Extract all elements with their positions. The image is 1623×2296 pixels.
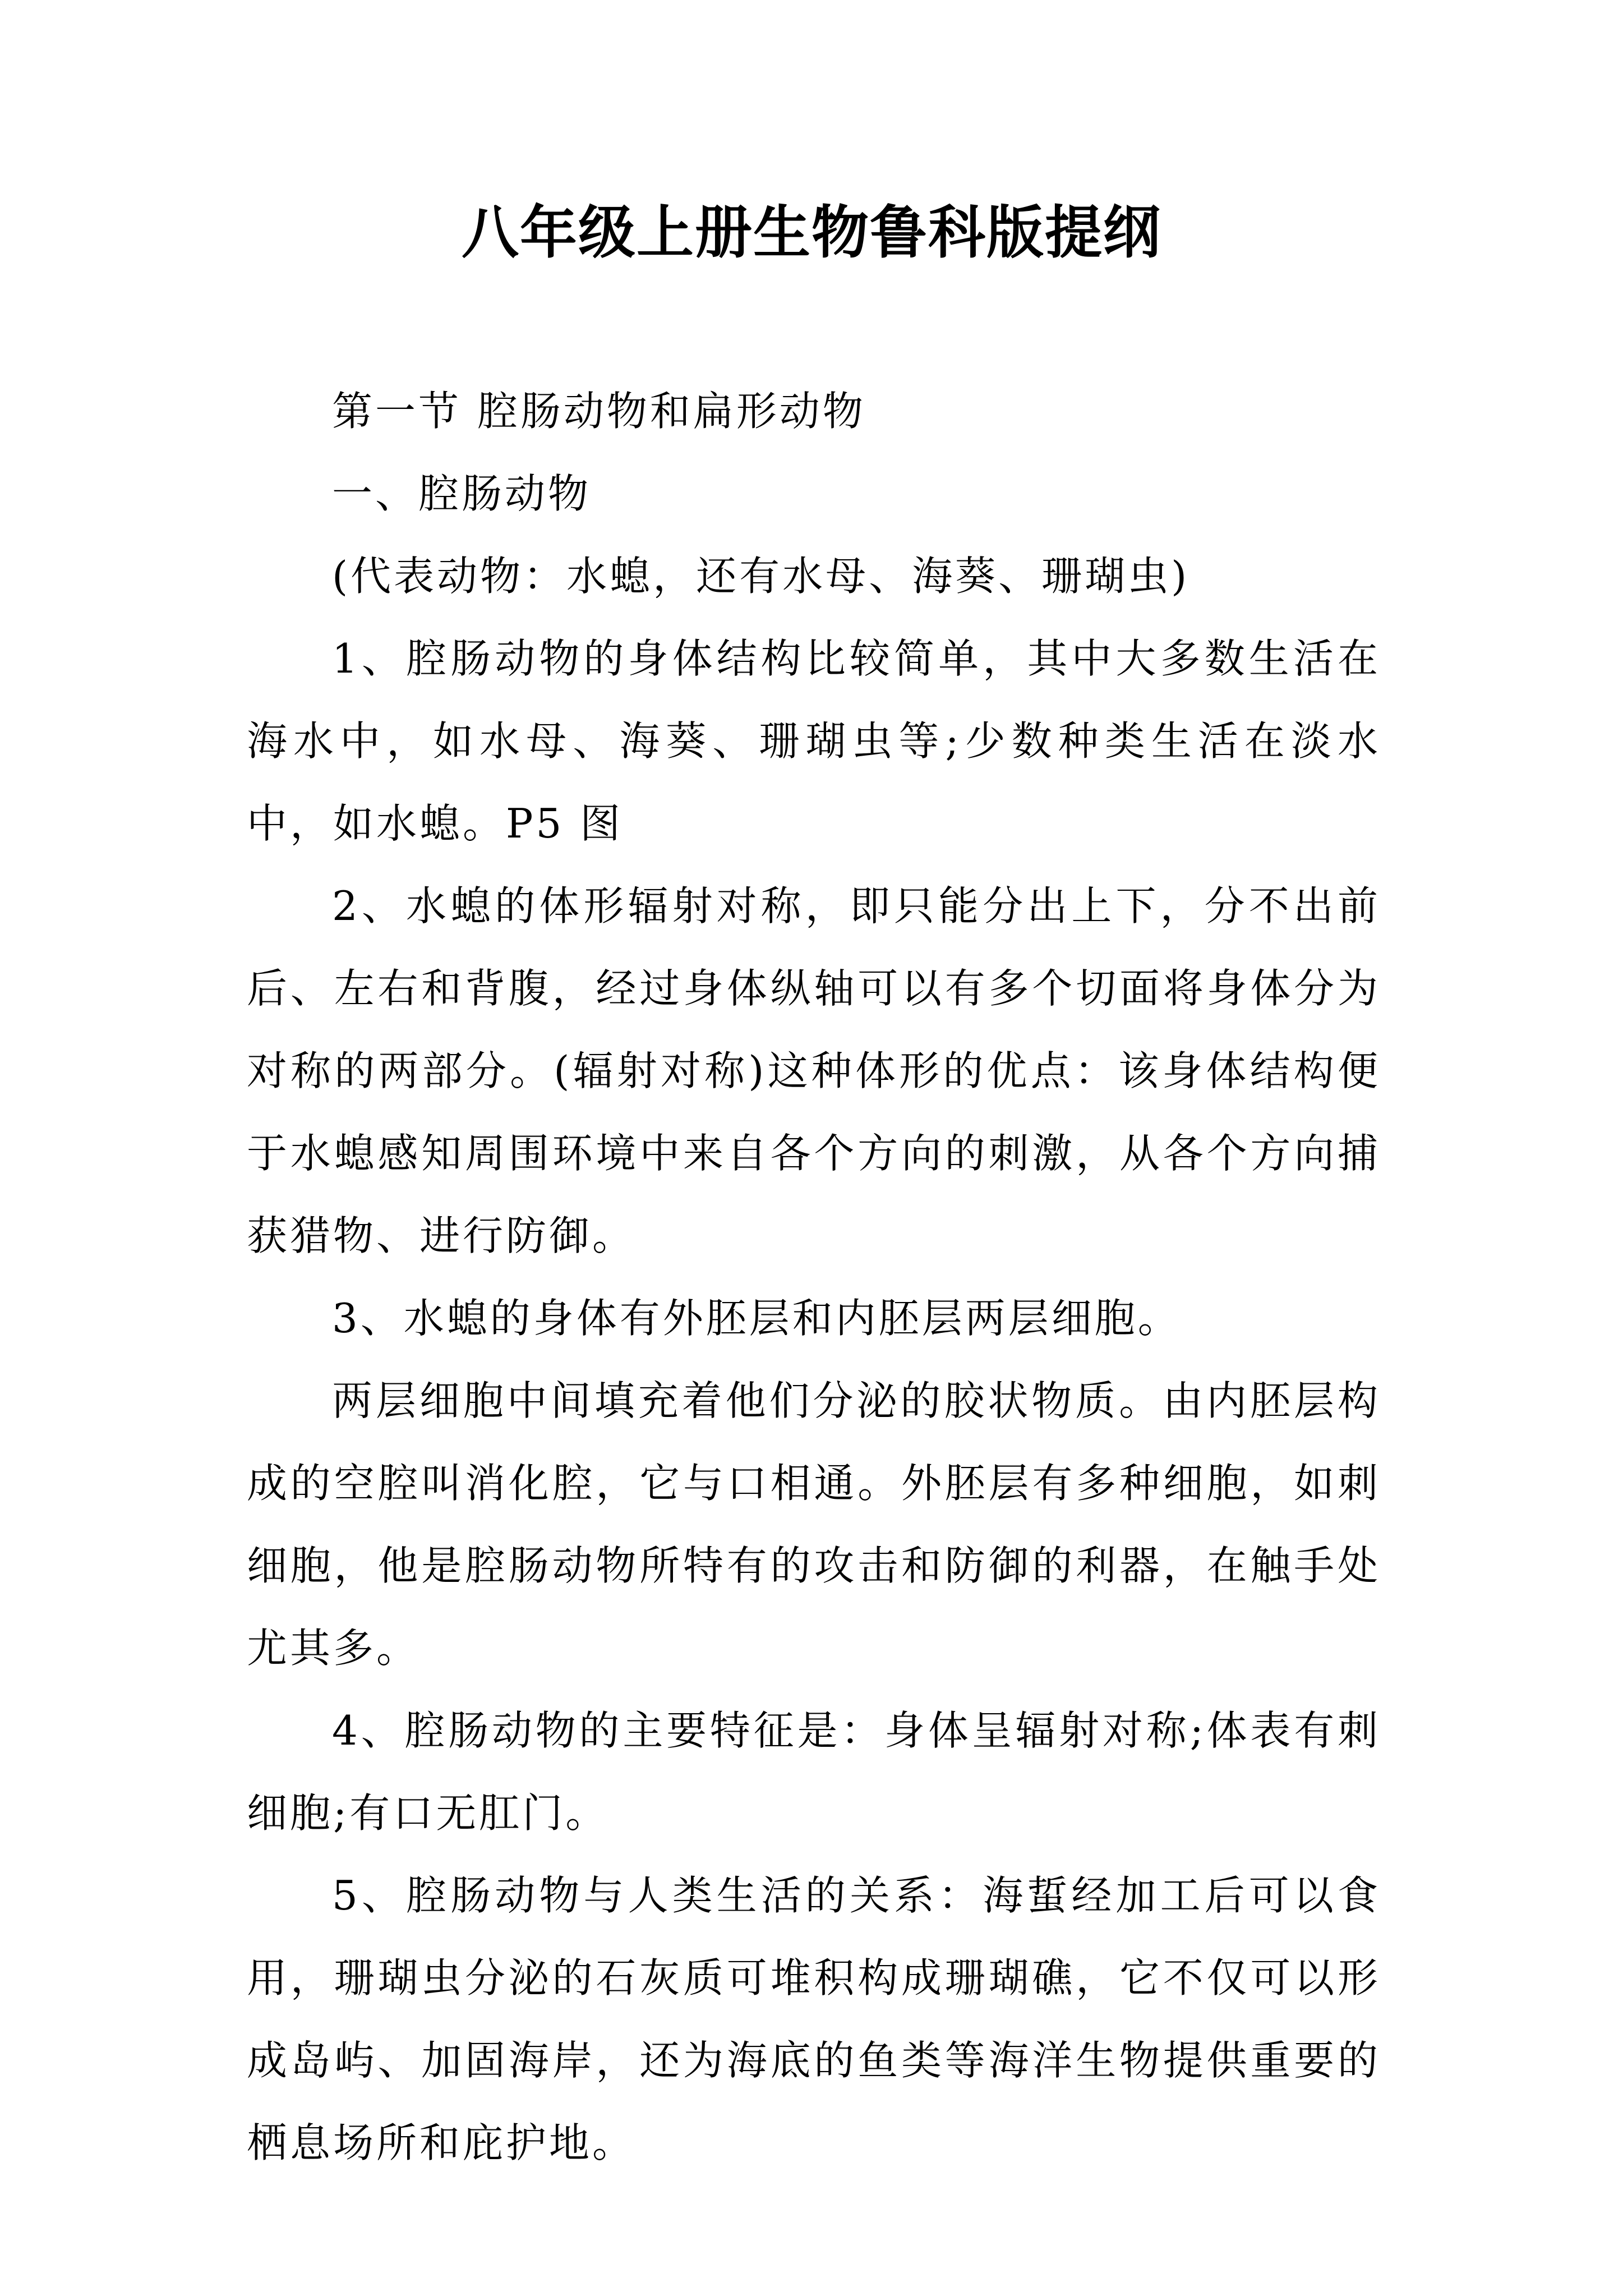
paragraph-3: 3、水螅的身体有外胚层和内胚层两层细胞。 [332,1295,1181,1342]
paragraph-4: 4、腔肠动物的主要特征是：身体呈辐射对称;体表有刺细胞;有口无肛门。 [247,1707,1381,1837]
paragraph-5: 5、腔肠动物与人类生活的关系：海蜇经加工后可以食用，珊瑚虫分泌的石灰质可堆积构成珊瑚礁，它不仅可以形成岛屿、加固海岸，还为海底的鱼类等海洋生物提供重要的栖息场所和庇护地。 [247,1872,1381,2166]
representative-animals-note: (代表动物：水螅，还有水母、海葵、珊瑚虫) [332,553,1190,600]
paragraph-2: 2、水螅的体形辐射对称，即只能分出上下，分不出前后、左右和背腹，经过身体纵轴可以有多个切面将身体分为对称的两部分。(辐射对称)这种体形的优点：该身体结构便于水螅感知周围环境中来自各个方向的刺激，从各个方向捕获猎物、进行防御。 [247,882,1381,1259]
document-body [247,370,1381,2184]
paragraph-3-detail: 两层细胞中间填充着他们分泌的胶状物质。由内胚层构成的空腔叫消化腔，它与口相通。外胚层有多种细胞，如刺细胞，他是腔肠动物所特有的攻击和防御的利器，在触手处尤其多。 [247,1377,1381,1672]
document-title: 八年级上册生物鲁科版提纲 [462,199,1161,266]
paragraph-1: 1、腔肠动物的身体结构比较简单，其中大多数生活在海水中，如水母、海葵、珊瑚虫等;少数种类生活在淡水中，如水螅。P5 图 [247,635,1381,847]
section-heading: 第一节 腔肠动物和扁形动物 [332,388,866,435]
subsection-heading: 一、腔肠动物 [332,470,592,517]
